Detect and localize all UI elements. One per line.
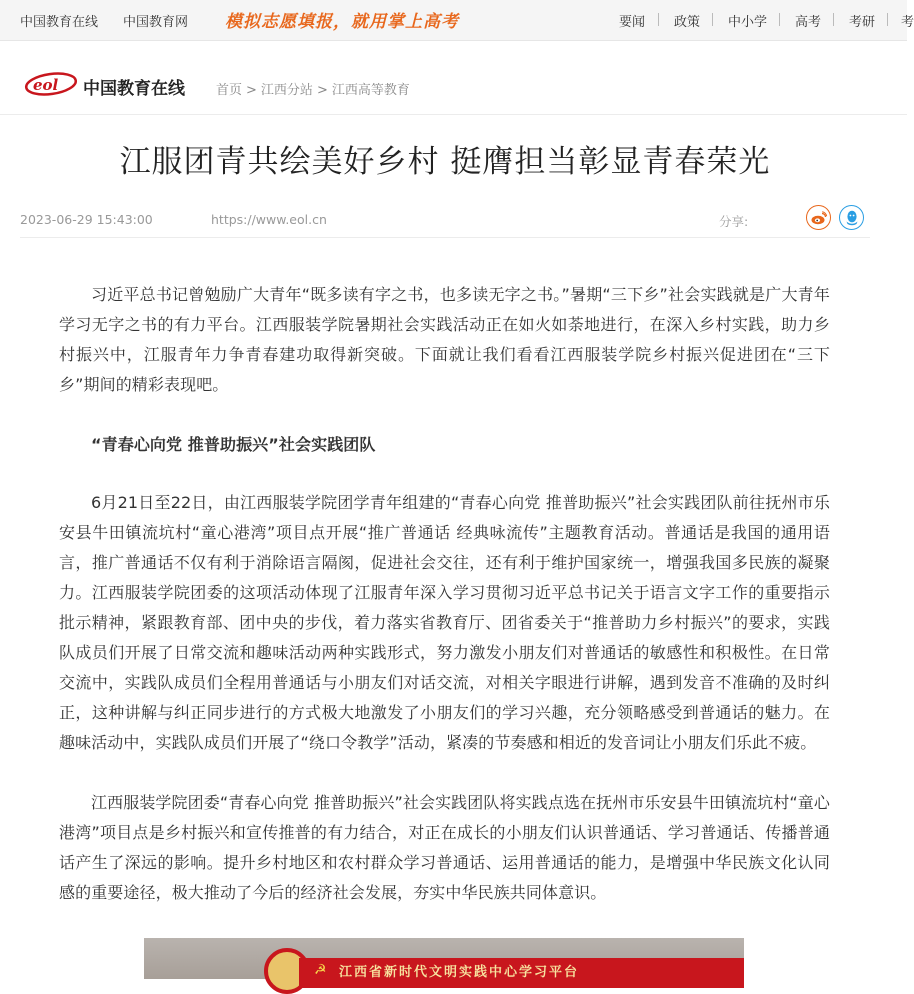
- svg-text:eol: eol: [33, 76, 59, 94]
- breadcrumb-separator: >: [246, 83, 257, 98]
- nav-divider: [887, 13, 888, 26]
- breadcrumb-higher-edu[interactable]: 江西高等教育: [331, 83, 410, 98]
- article-paragraph: 6月21日至22日，由江西服装学院团学青年组建的“青春心向党 推普助振兴”社会实践团队前往抚州市乐安县牛田镇流坑村“童心港湾”项目点开展“推广普通话 经典咏流传”主题教育活动。普通话是我国的通用语言，推广普通话不仅有利于消除语言隔阂，促进社会交往，还有利于维护国家统一，增强我国多民族的凝聚力。江西服装学院团委的这项活动体现了江服青年深入学习贯彻习近平总书记关于语言文字工作的重要指示批示精神，紧跟教育部、团中央的步伐，着力落实省教育厅、团省委关于“推普助力乡村振兴”的要求，实践队成员们开展了日常交流和趣味活动两种实践形式，努力激发小朋友们对普通话的敏感性和积极性。在日常交流中，实践队成员们全程用普通话与小朋友们对话交流，对相关字眼进行讲解，遇到发音不准确的及时纠正，这种讲解与纠正同步进行的方式极大地激发了小朋友们的学习兴趣，充分领略感受到普通话的魅力。在趣味活动中，实践队成员们开展了“绕口令教学”活动，紧凑的节奏感和相近的发音词让小朋友们乐此不疲。: [59, 493, 830, 752]
- share-weibo-button[interactable]: [806, 205, 831, 230]
- breadcrumb-separator: >: [316, 83, 328, 98]
- article-photo: [144, 938, 744, 979]
- article-meta: [20, 198, 870, 238]
- breadcrumb-home[interactable]: 首页: [216, 83, 243, 98]
- party-emblem-icon: ☭: [314, 962, 327, 978]
- article-paragraph: 江西服装学院团委“青春心向党 推普助振兴”社会实践团队将实践点选在抚州市乐安县牛田镇流坑村“童心港湾”项目点是乡村振兴和宣传推普的有力结合，对正在成长的小朋友们认识普通话、学习普通话、传播普通话产生了深远的影响。提升乡村地区和农村群众学习普通话、运用普通话的能力，是增强中华民族文化认同感的重要途径，极大推动了今后的经济社会发展，夯实中华民族共同体意识。: [59, 793, 830, 902]
- top-bar: [0, 0, 914, 41]
- nav-divider: [779, 13, 780, 26]
- logo-text[interactable]: 中国教育在线: [83, 79, 185, 99]
- slogan-banner[interactable]: 模拟志愿填报，就用掌上高考: [225, 12, 459, 32]
- weibo-icon: [811, 211, 827, 225]
- article-source: https://www.eol.cn: [211, 212, 327, 227]
- publish-date: 2023-06-29 15:43:00: [20, 212, 153, 227]
- nav-more[interactable]: 考: [901, 15, 914, 30]
- nav-kaoyan[interactable]: 考研: [849, 15, 876, 30]
- nav-gaokao[interactable]: 高考: [795, 15, 822, 30]
- nav-news[interactable]: 要闻: [619, 15, 646, 30]
- breadcrumb-jiangxi[interactable]: 江西分站: [260, 83, 313, 98]
- section-heading: “青春心向党 推普助振兴”社会实践团队: [91, 435, 376, 454]
- nav-policy[interactable]: 政策: [674, 15, 701, 30]
- qq-icon: [845, 210, 859, 226]
- share-qq-button[interactable]: [839, 205, 864, 230]
- photo-banner-text: 江西省新时代文明实践中心学习平台: [339, 965, 580, 980]
- breadcrumb: [216, 79, 410, 98]
- nav-divider: [658, 13, 659, 26]
- nav-k12[interactable]: 中小学: [728, 15, 768, 30]
- article-title: 江服团青共绘美好乡村 挺膺担当彰显青春荣光: [119, 144, 771, 180]
- top-link-edu-net[interactable]: 中国教育网: [123, 15, 189, 30]
- nav-divider: [833, 13, 834, 26]
- share-label: 分享:: [719, 214, 749, 229]
- top-link-eol[interactable]: 中国教育在线: [20, 15, 99, 30]
- nav-divider: [712, 13, 713, 26]
- article-paragraph: 习近平总书记曾勉励广大青年“既多读有字之书，也多读无字之书。”暑期“三下乡”社会实践就是广大青年学习无字之书的有力平台。江西服装学院暑期社会实践活动正在如火如荼地进行，在深入乡村实践，助力乡村振兴中，江服青年力争青春建功取得新突破。下面就让我们看看江西服装学院乡村振兴促进团在“三下乡”期间的精彩表现吧。: [59, 285, 830, 394]
- eol-logo-icon[interactable]: [24, 71, 78, 97]
- site-header: [0, 41, 907, 115]
